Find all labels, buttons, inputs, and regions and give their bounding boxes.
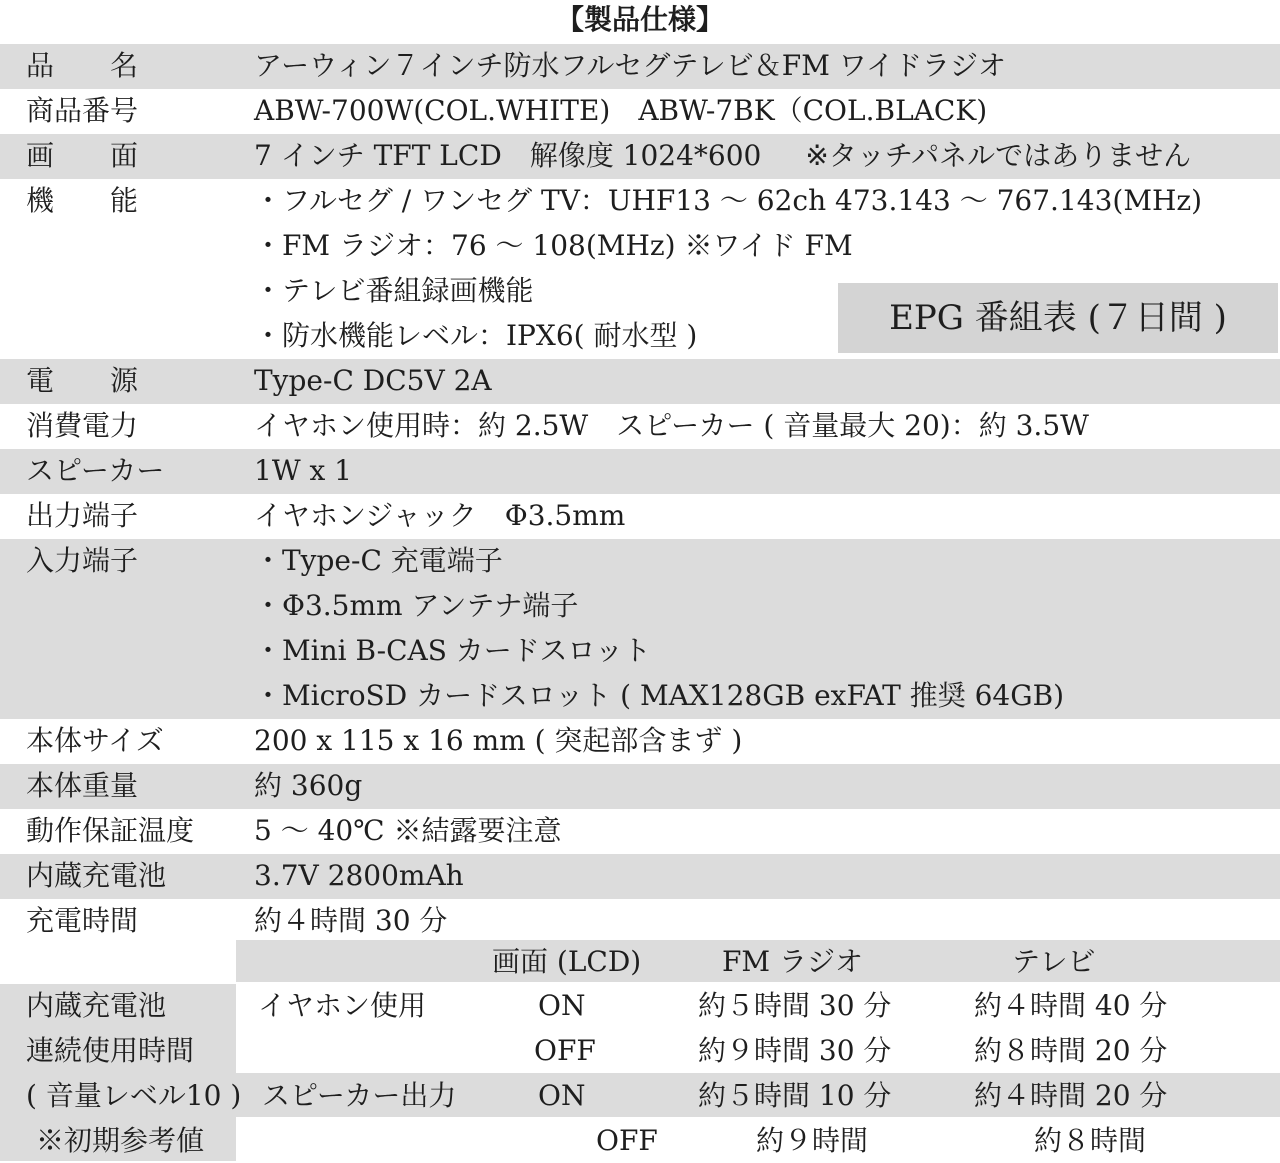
spec-value: ・Mini B-CAS カードスロット: [254, 634, 651, 667]
spec-row-product-number: [0, 89, 1280, 134]
battery-usage-table: [0, 940, 1280, 1163]
spec-label: 本体サイズ: [26, 724, 164, 757]
spec-label: 充電時間: [26, 904, 139, 937]
spec-value: 5 ～ 40℃ ※結露要注意: [254, 814, 562, 847]
spec-label: 入力端子: [26, 544, 139, 577]
spec-row-temperature: [0, 809, 1280, 854]
spec-row-speaker: [0, 449, 1280, 494]
battery-tv-time: 約４時間 40 分: [974, 989, 1168, 1022]
battery-fm-time: 約５時間 10 分: [698, 1079, 892, 1112]
spec-value: 3.7V 2800mAh: [254, 859, 464, 892]
battery-fm-time: 約５時間 30 分: [698, 989, 892, 1022]
battery-header-screen: 画面 (LCD): [492, 945, 642, 978]
spec-value: イヤホン使用時：約 2.5W スピーカー ( 音量最大 20)：約 3.5W: [254, 409, 1089, 442]
spec-value: 約４時間 30 分: [254, 904, 448, 937]
battery-screen-state: OFF: [534, 1034, 596, 1067]
spec-label: 本体重量: [26, 769, 139, 802]
spec-value: Type-C DC5V 2A: [254, 364, 492, 397]
battery-fm-time: 約９時間: [756, 1124, 869, 1157]
spec-value: ・MicroSD カードスロット ( MAX128GB exFAT 推奨 64GB): [254, 679, 1065, 712]
spec-row-output: [0, 494, 1280, 539]
spec-label: 動作保証温度: [26, 814, 195, 847]
spec-row-screen: [0, 134, 1280, 179]
spec-row-input: [0, 539, 1280, 719]
spec-row-weight: [0, 764, 1280, 809]
spec-label: 画 面: [26, 139, 139, 172]
spec-value: ・Type-C 充電端子: [254, 544, 503, 577]
battery-header-tv: テレビ: [1012, 945, 1096, 978]
spec-value: ・Φ3.5mm アンテナ端子: [254, 589, 579, 622]
spec-label: 商品番号: [26, 94, 139, 127]
spec-label: 機 能: [26, 184, 139, 217]
spec-value: ・フルセグ / ワンセグ TV：UHF13 ～ 62ch 473.143 ～ 767.143(MHz): [254, 184, 1203, 217]
spec-value: 1W x 1: [254, 454, 352, 487]
spec-value: 200 x 115 x 16 mm ( 突起部含まず ): [254, 724, 743, 757]
battery-mode: イヤホン使用: [258, 989, 427, 1022]
spec-row-size: [0, 719, 1280, 764]
spec-value: アーウィン７インチ防水フルセグテレビ＆FM ワイドラジオ: [254, 49, 1006, 82]
battery-header-fm: FM ラジオ: [722, 945, 863, 978]
spec-value: ・防水機能レベル：IPX6( 耐水型 ): [254, 319, 698, 352]
spec-label: 内蔵充電池: [26, 859, 167, 892]
spec-value: ・FM ラジオ：76 ～ 108(MHz) ※ワイド FM: [254, 229, 853, 262]
battery-label-line: ( 音量レベル10 ): [26, 1079, 242, 1112]
spec-value: ・テレビ番組録画機能: [254, 274, 534, 307]
spec-table: [0, 44, 1280, 944]
battery-tv-time: 約８時間 20 分: [974, 1034, 1168, 1067]
spec-value: イヤホンジャック Φ3.5mm: [254, 499, 626, 532]
spec-title: 【製品仕様】: [555, 3, 724, 36]
spec-row-product-name: [0, 44, 1280, 89]
spec-label: 品 名: [26, 49, 139, 82]
epg-badge: EPG 番組表 (７日間 ): [838, 283, 1278, 353]
spec-row-power: [0, 359, 1280, 404]
battery-fm-time: 約９時間 30 分: [698, 1034, 892, 1067]
battery-mode: スピーカー出力: [262, 1079, 457, 1112]
spec-row-battery: [0, 854, 1280, 899]
spec-value: 7 インチ TFT LCD 解像度 1024*600: [254, 139, 762, 172]
battery-label-line: 内蔵充電池: [26, 989, 167, 1022]
spec-row-consumption: [0, 404, 1280, 449]
spec-label: 電 源: [26, 364, 139, 397]
spec-label: 出力端子: [26, 499, 139, 532]
battery-screen-state: ON: [538, 1079, 586, 1112]
spec-row-charge-time: [0, 899, 1280, 944]
spec-note: ※タッチパネルではありません: [805, 139, 1192, 172]
battery-screen-state: ON: [538, 989, 586, 1022]
battery-tv-time: 約８時間: [1034, 1124, 1147, 1157]
spec-value: ABW-700W(COL.WHITE) ABW-7BK（COL.BLACK): [254, 94, 988, 127]
battery-screen-state: OFF: [596, 1124, 658, 1157]
spec-label: スピーカー: [26, 454, 165, 487]
battery-label-line: 連続使用時間: [26, 1034, 195, 1067]
spec-value: 約 360g: [254, 769, 363, 802]
battery-label-line: ※初期参考値: [36, 1124, 205, 1157]
battery-tv-time: 約４時間 20 分: [974, 1079, 1168, 1112]
spec-label: 消費電力: [26, 409, 139, 442]
